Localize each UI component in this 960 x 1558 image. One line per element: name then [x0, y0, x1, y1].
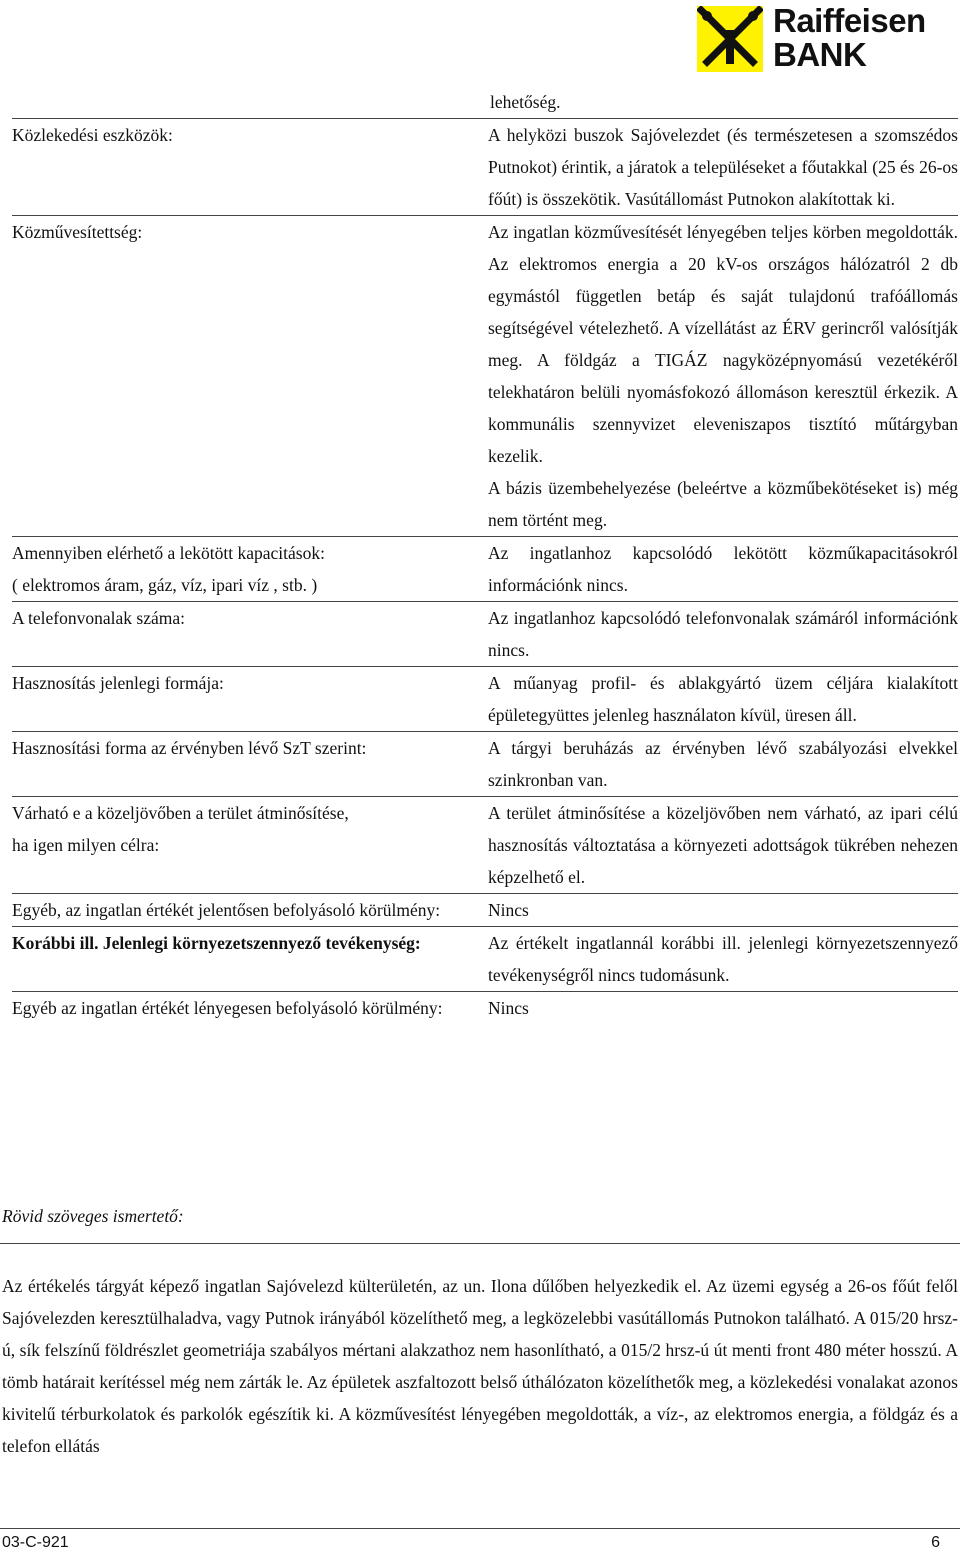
row-label: Egyéb, az ingatlan értékét jelentősen befolyásoló körülmény:: [12, 900, 441, 920]
row-value: A terület átminősítése a közeljövőben nem várható, az ipari célú hasznosítás változtatása a környezeti adottságok tükrében nehezen képzelhető el.: [488, 803, 958, 887]
row-label-block: [12, 537, 488, 601]
property-details-table: [12, 86, 958, 1024]
row-value: Az ingatlanhoz kapcsolódó telefonvonalak számáról információnk nincs.: [488, 608, 958, 660]
row-label: Közlekedési eszközök:: [12, 125, 173, 145]
row-label: Egyéb az ingatlan értékét lényegesen befolyásoló körülmény:: [12, 998, 443, 1018]
row-label-extra: ha igen milyen célra:: [12, 835, 160, 855]
row-value-block: [488, 216, 958, 536]
row-label: Közművesítettség:: [12, 222, 143, 242]
page-number: 6: [931, 1534, 940, 1551]
logo-wordmark: [773, 4, 926, 72]
table-row-zoning: [12, 732, 958, 797]
row-label: Korábbi ill. Jelenlegi környezetszennyező tevékenység:: [12, 933, 421, 953]
table-row-other-circumstance: [12, 894, 958, 927]
row-value-extra: A bázis üzembehelyezése (beleértve a közműbekötéseket is) még nem történt meg.: [488, 478, 958, 530]
table-row-current-use: [12, 667, 958, 732]
summary-divider: [0, 1243, 960, 1244]
row-value: Az ingatlan közművesítését lényegében teljes körben megoldották. Az elektromos energia a 20 kV-os országos hálózatról 2 db egymástól független betáp és saját tulajdonú trafóállomás segítségével vételezhető. A vízellátást az ÉRV gerincről valósítják meg. A földgáz a TIGÁZ nagyközépnyomású vezetékéről telekhatáron belüli nyomásfokozó állomáson keresztül érkezik. A kommunális szennyvizet eleveniszapos tisztító műtárgyban kezelik.: [488, 222, 958, 466]
row-label: Hasznosítás jelenlegi formája:: [12, 673, 224, 693]
row-value: A tárgyi beruházás az érvényben lévő szabályozási elvekkel szinkronban van.: [488, 738, 958, 790]
table-row-capacities: [12, 537, 958, 602]
table-row-pollution: [12, 927, 958, 992]
raiffeisen-gable-cross-icon: [697, 6, 763, 72]
document-code: 03-C-921: [2, 1534, 69, 1551]
row-value: A műanyag profil- és ablakgyártó üzem céljára kialakított épületegyüttes jelenleg használaton kívül, üresen áll.: [488, 673, 958, 725]
table-row-phone-lines: [12, 602, 958, 667]
raiffeisen-logo: [697, 4, 953, 74]
row-value: A helyközi buszok Sajóvelezdet (és természetesen a szomszédos Putnokot) érintik, a járatok a településeket a főutakkal (25 és 26-os főút) is összekötik. Vasútállomást Putnokon alakítottak ki.: [488, 125, 958, 209]
row-value: Nincs: [488, 900, 529, 920]
row-label: Hasznosítási forma az érvényben lévő SzT szerint:: [12, 738, 367, 758]
row-value: Az értékelt ingatlannál korábbi ill. jelenlegi környezetszennyező tevékenységről nincs tudomásunk.: [488, 933, 958, 985]
row-label: A telefonvonalak száma:: [12, 608, 185, 628]
footer-divider: [0, 1528, 960, 1529]
table-row-other-significant: [12, 992, 958, 1024]
summary-text: Az értékelés tárgyát képező ingatlan Sajóvelezd külterületén, az un. Ilona dűlőben helyezkedik el. Az üzemi egység a 26-os főút felől Sajóvelezden keresztülhaladva, vagy Putnok irányából közelíthető meg, a legközelebbi vasútállomás Putnokon található. A 015/20 hrsz-ú, sík felszínű földrészlet geometriája szabályos mértani alakzathoz nem hasonlítható, a 015/2 hrsz-ú út menti front 480 méter hosszú. A tömb határait kerítéssel még nem zárták le. Az épületek aszfaltozott belső úthálózaton közelíthetők meg, a közlekedési vonalakat azonos kivitelű térburkolatok és parkolók egészítik ki. A közművesítést lényegében megoldották, a víz-, az elektromos energia, a földgáz és a telefon ellátás: [2, 1276, 958, 1456]
logo-line-2: BANK: [773, 36, 867, 73]
row-label: Amennyiben elérhető a lekötött kapacitások:: [12, 543, 325, 563]
table-row-transport: [12, 118, 958, 216]
row-label-block: [12, 797, 488, 893]
summary-heading: Rövid szöveges ismertető:: [2, 1206, 184, 1226]
row-value: Nincs: [488, 998, 529, 1018]
row-label: Várható e a közeljövőben a terület átminősítése,: [12, 803, 349, 823]
row-label-extra: ( elektromos áram, gáz, víz, ipari víz , stb. ): [12, 575, 318, 595]
row-value: Az ingatlanhoz kapcsolódó lekötött közműkapacitásokról információnk nincs.: [488, 543, 958, 595]
table-row-reclassification: [12, 797, 958, 894]
table-row-utilities: [12, 216, 958, 537]
logo-line-1: Raiffeisen: [773, 2, 926, 39]
carried-over-text: lehetőség.: [490, 92, 561, 112]
